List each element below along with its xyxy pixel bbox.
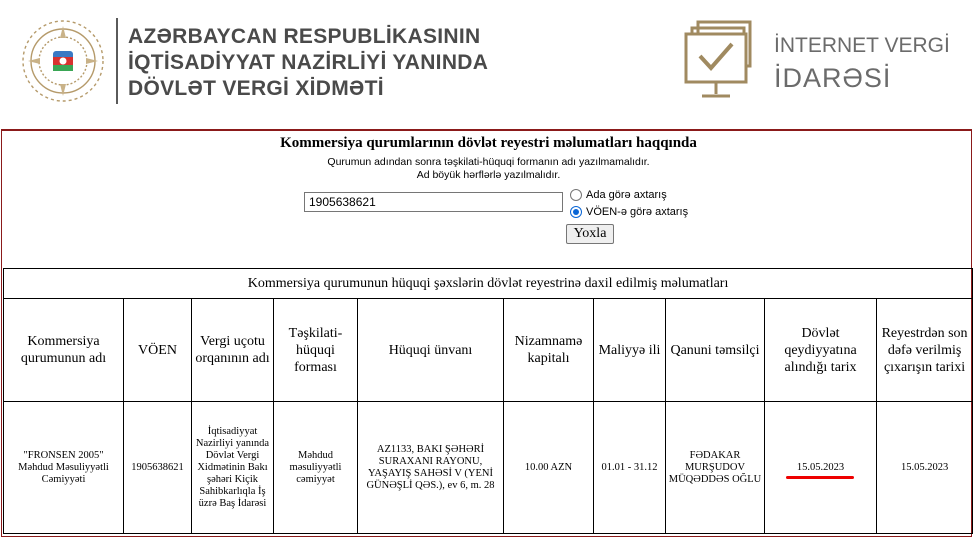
- cell-capital: 10.00 AZN: [504, 402, 594, 534]
- site-header: [0, 0, 977, 128]
- monitor-check-icon: [684, 18, 762, 104]
- cell-legal-form: Məhdud məsuliyyətli cəmiyyət: [274, 402, 358, 534]
- header-divider: [116, 18, 118, 104]
- radio-name-label: Ada görə axtarış: [586, 189, 667, 201]
- cell-fiscal-year: 01.01 - 31.12: [594, 402, 666, 534]
- check-button[interactable]: Yoxla: [566, 224, 614, 244]
- radio-search-by-name[interactable]: [570, 189, 667, 201]
- form-note-1: Qurumun adından sonra təşkilati-hüquqi formanın adı yazılmamalıdır.: [327, 156, 650, 168]
- red-highlight-underline: [786, 476, 854, 479]
- col-header: Hüquqi ünvanı: [358, 299, 504, 402]
- cell-company-name: "FRONSEN 2005" Məhdud Məsuliyyətli Cəmiyyəti: [4, 402, 124, 534]
- results-table: [3, 268, 973, 534]
- cell-voen: 1905638621: [124, 402, 192, 534]
- ivi-title-line1: İNTERNET VERGİ: [774, 34, 950, 57]
- col-header: Təşkilati-hüquqi forması: [274, 299, 358, 402]
- organization-title: [128, 24, 488, 102]
- cell-representative: FƏDAKAR MURŞUDOV MÜQƏDDƏS OĞLU: [666, 402, 765, 534]
- table-caption: Kommersiya qurumunun hüquqi şəxslərin dövlət reyestrinə daxil edilmiş məlumatları: [4, 269, 973, 299]
- radio-name-button[interactable]: [570, 189, 582, 201]
- col-header: Qanuni təmsilçi: [666, 299, 765, 402]
- state-emblem-icon: [20, 18, 106, 104]
- col-header: Reyestrdən son dəfə verilmiş çıxarışın tarixi: [877, 299, 973, 402]
- col-header: Kommersiya qurumunun adı: [4, 299, 124, 402]
- org-title-line3: DÖVLƏT VERGİ XİDMƏTİ: [128, 77, 384, 100]
- form-note-2: Ad böyük hərflərlə yazılmalıdır.: [416, 169, 561, 181]
- cell-registration-date: 15.05.2023: [765, 402, 877, 534]
- table-header-row: [4, 299, 973, 402]
- cell-tax-office: İqtisadiyyat Nazirliyi yanında Dövlət Vergi Xidmətinin Bakı şəhəri Kiçik Sahibkarlıqla İş üzrə Baş İdarəsi: [192, 402, 274, 534]
- col-header: Nizamnamə kapitalı: [504, 299, 594, 402]
- col-header: VÖEN: [124, 299, 192, 402]
- radio-search-by-voen[interactable]: [570, 206, 688, 218]
- col-header: Maliyyə ili: [594, 299, 666, 402]
- ivi-title-line2: İDARƏSİ: [774, 63, 892, 93]
- cell-address: AZ1133, BAKI ŞƏHƏRİ SURAXANI RAYONU, YAŞAYIŞ SAHƏSİ V (YENİ GÜNƏŞLİ QƏS.), ev 6, m. 28: [358, 402, 504, 534]
- col-header: Vergi uçotu orqanının adı: [192, 299, 274, 402]
- org-title-line2: İQTİSADİYYAT NAZİRLİYİ YANINDA: [128, 51, 489, 74]
- ivi-title: [774, 30, 950, 94]
- radio-voen-label: VÖEN-ə görə axtarış: [586, 206, 689, 218]
- col-header: Dövlət qeydiyyatına alındığı tarix: [765, 299, 877, 402]
- search-input[interactable]: [304, 192, 563, 212]
- cell-last-extract-date: 15.05.2023: [877, 402, 973, 534]
- radio-voen-button[interactable]: [570, 206, 582, 218]
- org-title-line1: AZƏRBAYCAN RESPUBLİKASININ: [128, 25, 481, 48]
- table-row: [4, 402, 973, 534]
- form-title: Kommersiya qurumlarının dövlət reyestri məlumatları haqqında: [280, 135, 697, 151]
